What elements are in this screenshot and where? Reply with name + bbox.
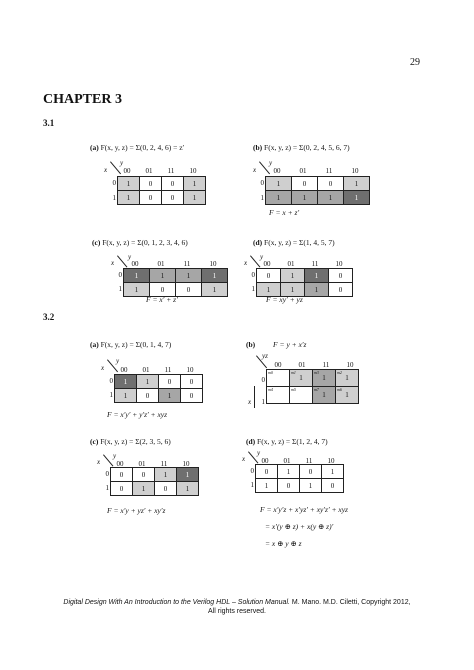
result-32d-line3: = x ⊕ y ⊕ z <box>265 539 302 548</box>
kmap-cell: 1 <box>344 177 370 191</box>
problem-function: F = y + x′z <box>273 340 307 349</box>
col-header: 10 <box>189 167 197 175</box>
row-label: 1 <box>112 194 116 202</box>
kmap-32b <box>266 369 359 404</box>
row-label: 1 <box>118 285 122 293</box>
kmap-cell <box>313 370 336 387</box>
kmap-cell: 0 <box>181 389 203 403</box>
kmap-cell: 0 <box>256 465 278 479</box>
cell-value: 1 <box>322 374 326 382</box>
kmap-cell: 1 <box>281 269 305 283</box>
result-32d-line2: = x′(y ⊕ z) + x(y ⊕ z)′ <box>265 522 334 531</box>
kmap-cell: 1 <box>292 191 318 205</box>
kmap-cell: 1 <box>118 177 140 191</box>
kmap-cell: 1 <box>300 479 322 493</box>
var-x: x <box>242 455 246 463</box>
col-header: 11 <box>167 167 175 175</box>
kmap-31b <box>265 176 370 205</box>
cell-value: 1 <box>345 391 349 399</box>
problem-label: (c) <box>92 238 101 247</box>
kmap-cell: 0 <box>322 479 344 493</box>
var-y: y <box>113 452 117 460</box>
var-y: y <box>269 159 273 167</box>
kmap-32a-header <box>113 366 201 374</box>
kmap-cell: 1 <box>115 389 137 403</box>
col-header: 00 <box>263 260 271 268</box>
kmap-cell: 1 <box>257 283 281 297</box>
kmap-cell: 1 <box>176 269 202 283</box>
kmap-cell: 0 <box>318 177 344 191</box>
kmap-cell: 1 <box>305 269 329 283</box>
var-y: y <box>257 449 261 457</box>
col-header: 01 <box>142 366 150 374</box>
cell-value: 1 <box>322 391 326 399</box>
minterm-label: m2 <box>337 370 342 375</box>
chapter-title: CHAPTER 3 <box>43 92 122 107</box>
minterm-label: m0 <box>268 370 273 375</box>
kmap-cell: 0 <box>278 479 300 493</box>
minterm-label: m4 <box>268 387 273 392</box>
problem-label: (d) <box>253 238 263 247</box>
var-x: x <box>101 364 105 372</box>
col-header: 11 <box>164 366 172 374</box>
kmap-cell <box>313 387 336 404</box>
col-header: 01 <box>138 460 146 468</box>
kmap-cell: 1 <box>137 375 159 389</box>
col-header: 10 <box>182 460 190 468</box>
problem-label: (a) <box>90 340 99 349</box>
result-31d: F = xy′ + yz <box>266 295 303 304</box>
row-label: 0 <box>261 376 265 384</box>
kmap-cell: 1 <box>278 465 300 479</box>
kmap-cell: 0 <box>159 375 181 389</box>
col-header: 00 <box>261 457 269 465</box>
section-3-1: 3.1 <box>43 118 55 128</box>
col-header: 10 <box>209 260 217 268</box>
col-header: 10 <box>186 366 194 374</box>
kmap-cell: 0 <box>133 468 155 482</box>
kmap-cell <box>336 370 359 387</box>
kmap-cell: 1 <box>281 283 305 297</box>
page-number: 29 <box>410 57 420 68</box>
row-label: 1 <box>251 285 255 293</box>
problem-function: F(x, y, z) = Σ(0, 2, 4, 5, 6, 7) <box>264 143 350 152</box>
col-header: 00 <box>123 167 131 175</box>
kmap-cell: 1 <box>184 191 206 205</box>
kmap-32d <box>255 464 344 493</box>
kmap-cell: 0 <box>181 375 203 389</box>
col-header: 01 <box>145 167 153 175</box>
footer-credits: M. Mano. M.D. Ciletti, Copyright 2012, <box>289 599 411 606</box>
problem-function: F(x, y, z) = Σ(1, 2, 4, 7) <box>257 437 328 446</box>
var-x: x <box>111 259 115 267</box>
kmap-cell: 0 <box>111 468 133 482</box>
kmap-cell: 0 <box>140 177 162 191</box>
kmap-31d <box>256 268 353 297</box>
kmap-cell <box>290 370 313 387</box>
problem-label: (a) <box>90 143 99 152</box>
problem-label: (b) <box>246 340 256 349</box>
kmap-cell: 0 <box>329 283 353 297</box>
row-label: 1 <box>109 391 113 399</box>
kmap-cell <box>267 387 290 404</box>
col-header: 11 <box>183 260 191 268</box>
result-32d-line1: F = x′y′z + x′yz′ + xy′z′ + xyz <box>260 505 348 514</box>
col-header: 01 <box>298 361 306 369</box>
problem-function: F(x, y, z) = Σ(2, 3, 5, 6) <box>100 437 171 446</box>
kmap-cell: 1 <box>256 479 278 493</box>
var-y: y <box>128 253 132 261</box>
col-header: 01 <box>287 260 295 268</box>
problem-label: (c) <box>90 437 99 446</box>
row-label: 1 <box>260 194 264 202</box>
col-header: 10 <box>346 361 354 369</box>
col-header: 01 <box>299 167 307 175</box>
kmap-cell <box>290 387 313 404</box>
kmap-cell: 1 <box>266 177 292 191</box>
kmap-cell: 0 <box>137 389 159 403</box>
col-header: 00 <box>273 167 281 175</box>
var-x: x <box>104 166 108 174</box>
col-header: 10 <box>335 260 343 268</box>
kmap-cell: 1 <box>155 468 177 482</box>
kmap-cell: 1 <box>318 191 344 205</box>
kmap-cell: 1 <box>124 269 150 283</box>
kmap-cell: 0 <box>300 465 322 479</box>
kmap-cell: 0 <box>329 269 353 283</box>
kmap-cell: 0 <box>150 283 176 297</box>
col-header: 11 <box>325 167 333 175</box>
kmap-cell: 1 <box>322 465 344 479</box>
col-header: 00 <box>274 361 282 369</box>
minterm-label: m7 <box>314 387 319 392</box>
col-header: 11 <box>311 260 319 268</box>
row-label: 0 <box>112 179 116 187</box>
kmap-32a <box>114 374 203 403</box>
col-header: 01 <box>157 260 165 268</box>
minterm-label: m6 <box>337 387 342 392</box>
row-label: 1 <box>250 481 254 489</box>
row-label: 0 <box>251 271 255 279</box>
kmap-31c-header <box>122 260 226 268</box>
row-var-x: x <box>248 398 252 406</box>
problem-31d-caption <box>253 238 335 247</box>
page-footer <box>0 598 474 616</box>
var-y: y <box>116 357 120 365</box>
kmap-cell: 1 <box>305 283 329 297</box>
col-header: 00 <box>116 460 124 468</box>
kmap-cell: 0 <box>257 269 281 283</box>
kmap-31a-header <box>116 167 204 175</box>
row-label: 0 <box>109 377 113 385</box>
row-bracket <box>254 386 255 408</box>
problem-32b-caption <box>246 340 306 349</box>
problem-32c-caption <box>90 437 171 446</box>
result-32c: F = x′y + yz′ + xy′z <box>107 506 166 515</box>
result-31b: F = x + z′ <box>269 208 300 217</box>
problem-function: F(x, y, z) = Σ(1, 4, 5, 7) <box>264 238 335 247</box>
kmap-32c <box>110 467 199 496</box>
kmap-cell: 1 <box>150 269 176 283</box>
kmap-32b-header <box>266 361 362 369</box>
col-header: 11 <box>160 460 168 468</box>
kmap-cell: 1 <box>159 389 181 403</box>
col-header: 00 <box>131 260 139 268</box>
minterm-label: m3 <box>314 370 319 375</box>
var-x: x <box>253 166 257 174</box>
kmap-cell: 1 <box>115 375 137 389</box>
kmap-31c <box>123 268 228 297</box>
cell-value: 1 <box>345 374 349 382</box>
kmap-cell: 0 <box>140 191 162 205</box>
footer-book-title: Digital Design With An Introduction to the Verilog HDL – Solution Manual. <box>63 599 290 606</box>
kmap-cell: 1 <box>202 283 228 297</box>
problem-31a-caption <box>90 143 184 152</box>
minterm-label: m1 <box>291 370 296 375</box>
problem-label: (b) <box>253 143 263 152</box>
section-3-2: 3.2 <box>43 312 55 322</box>
kmap-cell: 1 <box>344 191 370 205</box>
row-label: 0 <box>118 271 122 279</box>
result-32a: F = x′y′ + y′z′ + xyz <box>107 410 168 419</box>
row-label: 0 <box>250 467 254 475</box>
problem-label: (d) <box>246 437 256 446</box>
problem-function: F(x, y, z) = Σ(0, 2, 4, 6) = z′ <box>100 143 185 152</box>
kmap-cell: 1 <box>184 177 206 191</box>
var-x: x <box>244 259 248 267</box>
kmap-cell: 1 <box>202 269 228 283</box>
kmap-cell: 1 <box>177 482 199 496</box>
kmap-cell: 1 <box>266 191 292 205</box>
col-header: 10 <box>327 457 335 465</box>
kmap-cell: 0 <box>176 283 202 297</box>
kmap-cell: 1 <box>133 482 155 496</box>
kmap-cell <box>336 387 359 404</box>
kmap-cell: 0 <box>162 191 184 205</box>
result-31c: F = x′ + z′ <box>146 295 178 304</box>
var-y: y <box>260 253 264 261</box>
problem-32a-caption <box>90 340 171 349</box>
minterm-label: m5 <box>291 387 296 392</box>
col-header: 10 <box>351 167 359 175</box>
kmap-cell: 0 <box>155 482 177 496</box>
kmap-cell: 0 <box>162 177 184 191</box>
var-y: y <box>120 159 124 167</box>
kmap-cell: 0 <box>111 482 133 496</box>
kmap-cell: 0 <box>292 177 318 191</box>
row-label: 0 <box>105 470 109 478</box>
kmap-31b-header <box>264 167 368 175</box>
row-label: 1 <box>261 398 265 406</box>
kmap-cell: 1 <box>124 283 150 297</box>
problem-32d-caption <box>246 437 328 446</box>
col-header: 01 <box>283 457 291 465</box>
problem-31b-caption <box>253 143 350 152</box>
problem-function: F(x, y, z) = Σ(0, 1, 2, 3, 4, 6) <box>102 238 188 247</box>
problem-31c-caption <box>92 238 188 247</box>
cell-value: 1 <box>299 374 303 382</box>
kmap-31d-header <box>255 260 351 268</box>
kmap-31a <box>117 176 206 205</box>
footer-line1 <box>0 598 474 607</box>
col-header: 11 <box>322 361 330 369</box>
kmap-cell: 1 <box>118 191 140 205</box>
col-header: 00 <box>120 366 128 374</box>
footer-line2: All rights reserved. <box>208 608 266 615</box>
var-x: x <box>97 458 101 466</box>
row-label: 1 <box>105 484 109 492</box>
col-header: 11 <box>305 457 313 465</box>
kmap-cell <box>267 370 290 387</box>
problem-function: F(x, y, z) = Σ(0, 1, 4, 7) <box>100 340 172 349</box>
var-yz: yz <box>262 352 268 360</box>
row-label: 0 <box>260 179 264 187</box>
kmap-cell: 1 <box>177 468 199 482</box>
